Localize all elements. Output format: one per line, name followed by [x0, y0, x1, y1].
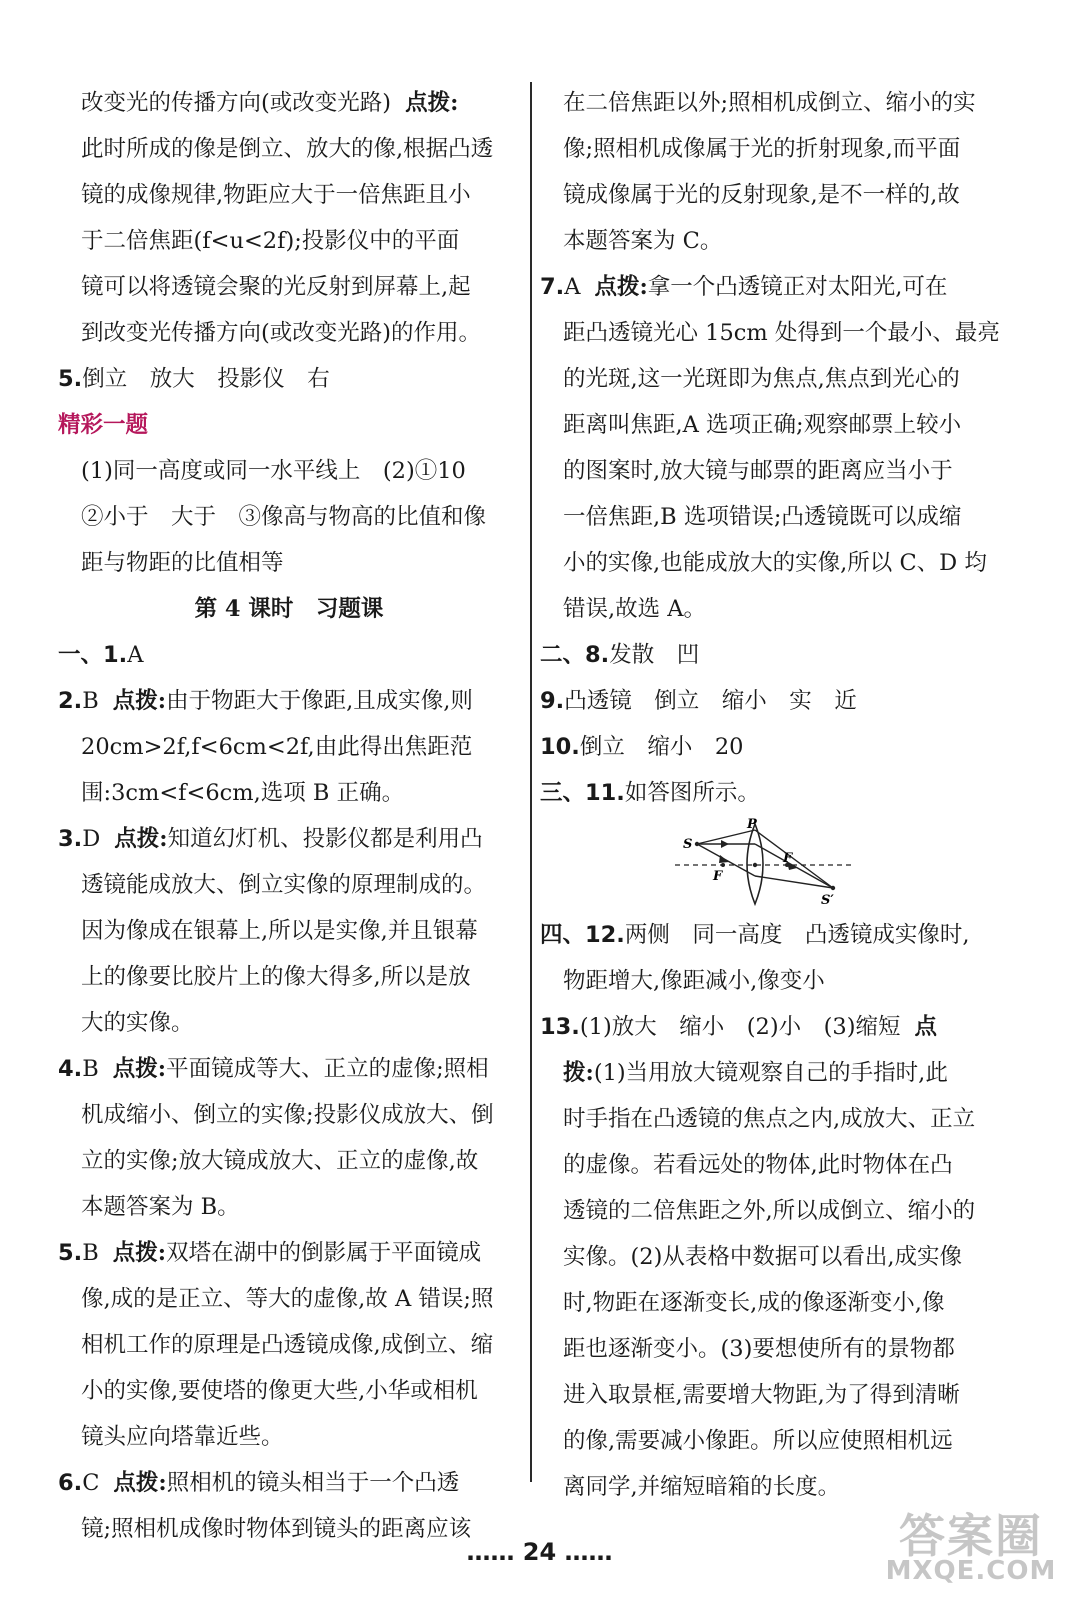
tip-label: 点拨:	[113, 1470, 167, 1496]
text-line: 像;照相机成像属于光的折射现象,而平面	[563, 136, 961, 162]
tip-label: 点拨:	[405, 90, 459, 116]
text-line: 立的实像;放大镜成放大、正立的虚像,故	[81, 1148, 479, 1174]
answer-text: 如答图所示。	[624, 780, 760, 806]
tip-label: 拨:	[563, 1060, 594, 1086]
label-s: S	[683, 837, 693, 852]
text-line: 本题答案为 B。	[81, 1194, 240, 1220]
text-line: 镜可以将透镜会聚的光反射到屏幕上,起	[81, 274, 471, 300]
text-line: 一倍焦距,B 选项错误;凸透镜既可以成缩	[563, 504, 962, 530]
watermark-logo	[876, 1500, 1066, 1590]
question-number: 7.	[540, 274, 565, 300]
answer-9	[540, 678, 1022, 724]
question-number: 10.	[540, 734, 580, 760]
answer-11	[540, 770, 1022, 816]
answer-text: (1)放大 缩小 (2)小 (3)缩短	[579, 1014, 901, 1040]
text-line: 本题答案为 C。	[563, 228, 723, 254]
text-line: (1)同一高度或同一水平线上 (2)①10	[81, 458, 466, 484]
answer-choice: B	[82, 1056, 99, 1082]
answer-7	[540, 264, 1022, 310]
text-line: 镜;照相机成像时物体到镜头的距离应该	[81, 1516, 472, 1542]
text-line: 镜的成像规律,物距应大于一倍焦距且小	[81, 182, 471, 208]
answer-2	[58, 678, 520, 724]
text-line: 上的像要比胶片上的像大得多,所以是放	[81, 964, 471, 990]
question-number: 二、8.	[540, 642, 610, 668]
label-f-left: F	[713, 869, 723, 884]
lesson-heading: 第 4 课时 习题课	[194, 596, 384, 622]
answer-text: A	[127, 642, 144, 668]
tip-label: 点拨:	[114, 826, 168, 852]
text-line: 的像,需要减小像距。所以应使照相机远	[563, 1428, 953, 1454]
answer-choice: B	[82, 688, 99, 714]
text-line: 小的实像,要使塔的像更大些,小华或相机	[81, 1378, 478, 1404]
left-column	[58, 80, 520, 1552]
question-number: 一、1.	[58, 642, 128, 668]
question-number: 三、11.	[540, 780, 625, 806]
text-line: 于二倍焦距(f<u<2f);投影仪中的平面	[81, 228, 460, 254]
text-line: 因为像成在银幕上,所以是实像,并且银幕	[81, 918, 478, 944]
text-line: 的图案时,放大镜与邮票的距离应当小于	[563, 458, 953, 484]
text-line	[540, 1050, 1022, 1096]
point-s-dot	[695, 842, 699, 846]
question-number: 5.	[58, 1240, 83, 1266]
answer-choice: D	[82, 826, 101, 852]
question-number: 4.	[58, 1056, 83, 1082]
ray-line	[697, 830, 755, 844]
answer-text: 两侧 同一高度 凸透镜成实像时,	[624, 922, 970, 948]
question-number: 2.	[58, 688, 83, 714]
answer-choice: C	[82, 1470, 100, 1496]
answer-text: (1)当用放大镜观察自己的手指时,此	[593, 1060, 948, 1086]
arrow-icon	[721, 840, 729, 848]
tip-label: 点拨:	[112, 1056, 167, 1082]
text-line: 时手指在凸透镜的焦点之内,成放大、正立	[563, 1106, 976, 1132]
answer-text: 拿一个凸透镜正对太阳光,可在	[647, 274, 948, 300]
question-number: 13.	[540, 1014, 580, 1040]
text-line: 时,物距在逐渐变长,成的像逐渐变小,像	[563, 1290, 945, 1316]
answer-10	[540, 724, 1022, 770]
answer-choice: B	[82, 1240, 99, 1266]
right-column	[540, 80, 1022, 1510]
text-line: 进入取景框,需要增大物距,为了得到清晰	[563, 1382, 960, 1408]
text-line: ②小于 大于 ③像高与物高的比值和像	[81, 504, 487, 530]
answer-text: 知道幻灯机、投影仪都是利用凸	[167, 826, 483, 852]
question-number: 四、12.	[540, 922, 625, 948]
lens-diagram-svg	[675, 818, 855, 908]
answer-5-top	[58, 356, 520, 402]
tip-label: 点拨:	[594, 274, 648, 300]
label-s-prime: S′	[821, 893, 834, 908]
text-line	[58, 80, 520, 126]
arrow-icon	[719, 855, 729, 863]
text-line: 机成缩小、倒立的实像;投影仪成放大、倒	[81, 1102, 494, 1128]
text-line: 相机工作的原理是凸透镜成像,成倒立、缩	[81, 1332, 494, 1358]
ray-line	[755, 830, 833, 888]
answer-text: 照相机的镜头相当于一个凸透	[166, 1470, 460, 1496]
answer-text: 改变光的传播方向(或改变光路)	[81, 90, 392, 116]
tip-label: 点拨:	[112, 688, 167, 714]
focus-left-dot	[721, 863, 725, 867]
text-line: 距离叫焦距,A 选项正确;观察邮票上较小	[563, 412, 962, 438]
answer-6	[58, 1460, 520, 1506]
watermark-url: MXQE.COM	[885, 1556, 1057, 1586]
text-line: 距凸透镜光心 15cm 处得到一个最小、最亮	[563, 320, 1000, 346]
answer-text: 倒立 放大 投影仪 右	[82, 366, 330, 392]
text-line: 的虚像。若看远处的物体,此时物体在凸	[563, 1152, 953, 1178]
answer-3	[58, 816, 520, 862]
text-line: 实像。(2)从表格中数据可以看出,成实像	[563, 1244, 963, 1270]
answer-8	[540, 632, 1022, 678]
answer-5	[58, 1230, 520, 1276]
answer-text: 发散 凹	[609, 642, 700, 668]
question-number: 3.	[58, 826, 83, 852]
text-line: 物距增大,像距减小,像变小	[563, 968, 825, 994]
label-f-right: F	[783, 851, 793, 866]
answer-1	[58, 632, 520, 678]
answer-text: 双塔在湖中的倒影属于平面镜成	[166, 1240, 482, 1266]
answer-4	[58, 1046, 520, 1092]
watermark-text: 答案圈	[899, 1509, 1043, 1563]
answer-text: 由于物距大于像距,且成实像,则	[166, 688, 473, 714]
answer-choice: A	[564, 274, 581, 300]
text-line: 透镜能成放大、倒立实像的原理制成的。	[81, 872, 487, 898]
label-p: P	[747, 818, 757, 832]
text-line: 镜头应向塔靠近些。	[81, 1424, 284, 1450]
question-number: 5.	[58, 366, 83, 392]
text-line: 围:3cm<f<6cm,选项 B 正确。	[81, 780, 405, 806]
question-number: 9.	[540, 688, 565, 714]
optical-center-dot	[753, 863, 757, 867]
text-line: 到改变光传播方向(或改变光路)的作用。	[81, 320, 482, 346]
answer-13	[540, 1004, 1022, 1050]
answer-text: 凸透镜 倒立 缩小 实 近	[564, 688, 857, 714]
lens-ray-diagram	[540, 816, 1022, 912]
text-line: 小的实像,也能成放大的实像,所以 C、D 均	[563, 550, 987, 576]
text-line: 大的实像。	[81, 1010, 194, 1036]
column-divider	[530, 82, 532, 1482]
section-title: 精彩一题	[58, 412, 149, 438]
tip-label: 点	[914, 1014, 937, 1040]
text-line: 像,成的是正立、等大的虚像,故 A 错误;照	[81, 1286, 494, 1312]
text-line: 20cm>2f,f<6cm<2f,由此得出焦距范	[81, 734, 473, 760]
text-line: 此时所成的像是倒立、放大的像,根据凸透	[81, 136, 494, 162]
text-line: 的光斑,这一光斑即为焦点,焦点到光心的	[563, 366, 960, 392]
tip-label: 点拨:	[112, 1240, 167, 1266]
point-s-prime-dot	[831, 886, 835, 890]
text-line: 错误,故选 A。	[563, 596, 707, 622]
answer-text: 倒立 缩小 20	[579, 734, 744, 760]
text-line: 镜成像属于光的反射现象,是不一样的,故	[563, 182, 960, 208]
answer-12	[540, 912, 1022, 958]
text-line: 距与物距的比值相等	[81, 550, 284, 576]
page-number: …… 24 ……	[466, 1538, 613, 1566]
question-number: 6.	[58, 1470, 83, 1496]
answer-text: 平面镜成等大、正立的虚像;照相	[166, 1056, 489, 1082]
text-line: 距也逐渐变小。(3)要想使所有的景物都	[563, 1336, 955, 1362]
text-line: 透镜的二倍焦距之外,所以成倒立、缩小的	[563, 1198, 976, 1224]
text-line: 在二倍焦距以外;照相机成倒立、缩小的实	[563, 90, 976, 116]
text-line: 离同学,并缩短暗箱的长度。	[563, 1474, 841, 1500]
